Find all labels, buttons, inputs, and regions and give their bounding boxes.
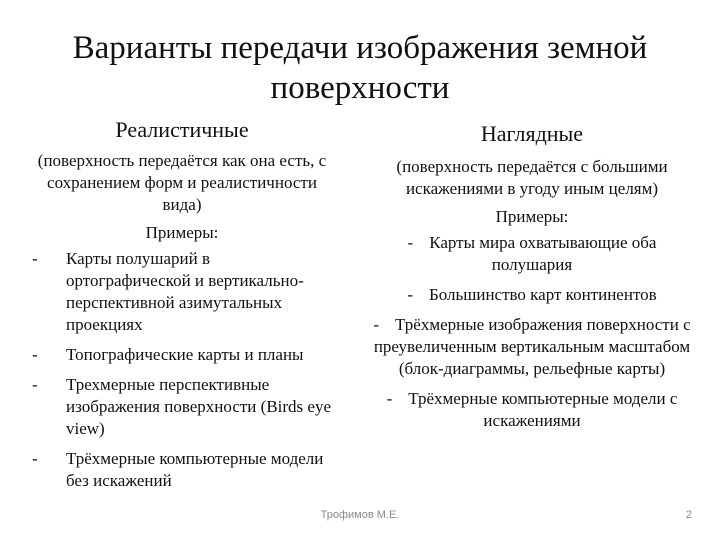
right-examples-list — [372, 232, 692, 432]
list-item — [372, 314, 692, 380]
list-item — [372, 388, 692, 432]
list-item-text: Трёхмерные компьютерные модели с искажениями — [408, 389, 678, 430]
list-item-text: Карты полушарий в ортографической и вертикально-перспективной азимутальных проекциях — [66, 249, 304, 334]
left-examples-list — [32, 248, 332, 492]
list-item — [32, 448, 332, 492]
slide-title: Варианты передачи изображения земной поверхности — [72, 30, 648, 106]
bullet-dash-icon: - — [407, 285, 413, 304]
list-item — [32, 344, 332, 366]
footer-author: Трофимов М.Е. — [320, 509, 400, 521]
right-column-illustrative — [372, 116, 692, 440]
bullet-dash-icon: - — [407, 233, 414, 252]
left-column-description: (поверхность передаётся как она есть, с сохранением форм и реалистичности вида) — [37, 151, 327, 214]
list-item — [32, 374, 332, 440]
left-examples-label: Примеры: — [145, 223, 219, 242]
list-item-text: Большинство карт континентов — [428, 285, 657, 304]
list-item-text: Топографические карты и планы — [66, 345, 304, 364]
list-item-text: Трёхмерные компьютерные модели без искажений — [66, 449, 324, 490]
bullet-dash-icon: - — [32, 249, 38, 268]
list-item — [372, 284, 692, 306]
left-column-heading: Реалистичные — [115, 117, 249, 142]
list-item-text: Карты мира охватывающие оба полушария — [429, 233, 657, 274]
right-column-description: (поверхность передаётся с большими искажениями в угоду иным целям) — [396, 157, 668, 198]
list-item — [372, 232, 692, 276]
left-column-realistic — [32, 116, 332, 500]
page-number: 2 — [685, 509, 692, 521]
right-column-heading: Наглядные — [480, 121, 584, 146]
list-item — [32, 248, 332, 336]
bullet-dash-icon: - — [373, 315, 380, 334]
bullet-dash-icon: - — [386, 389, 393, 408]
bullet-dash-icon: - — [32, 449, 38, 468]
bullet-dash-icon: - — [32, 345, 38, 364]
bullet-dash-icon: - — [32, 375, 38, 394]
list-item-text: Трехмерные перспективные изображения поверхности (Birds eye view) — [66, 375, 331, 438]
list-item-text: Трёхмерные изображения поверхности с преувеличенным вертикальным масштабом (блок-диаграммы, рельефные карты) — [373, 315, 691, 378]
right-examples-label: Примеры: — [495, 207, 569, 226]
